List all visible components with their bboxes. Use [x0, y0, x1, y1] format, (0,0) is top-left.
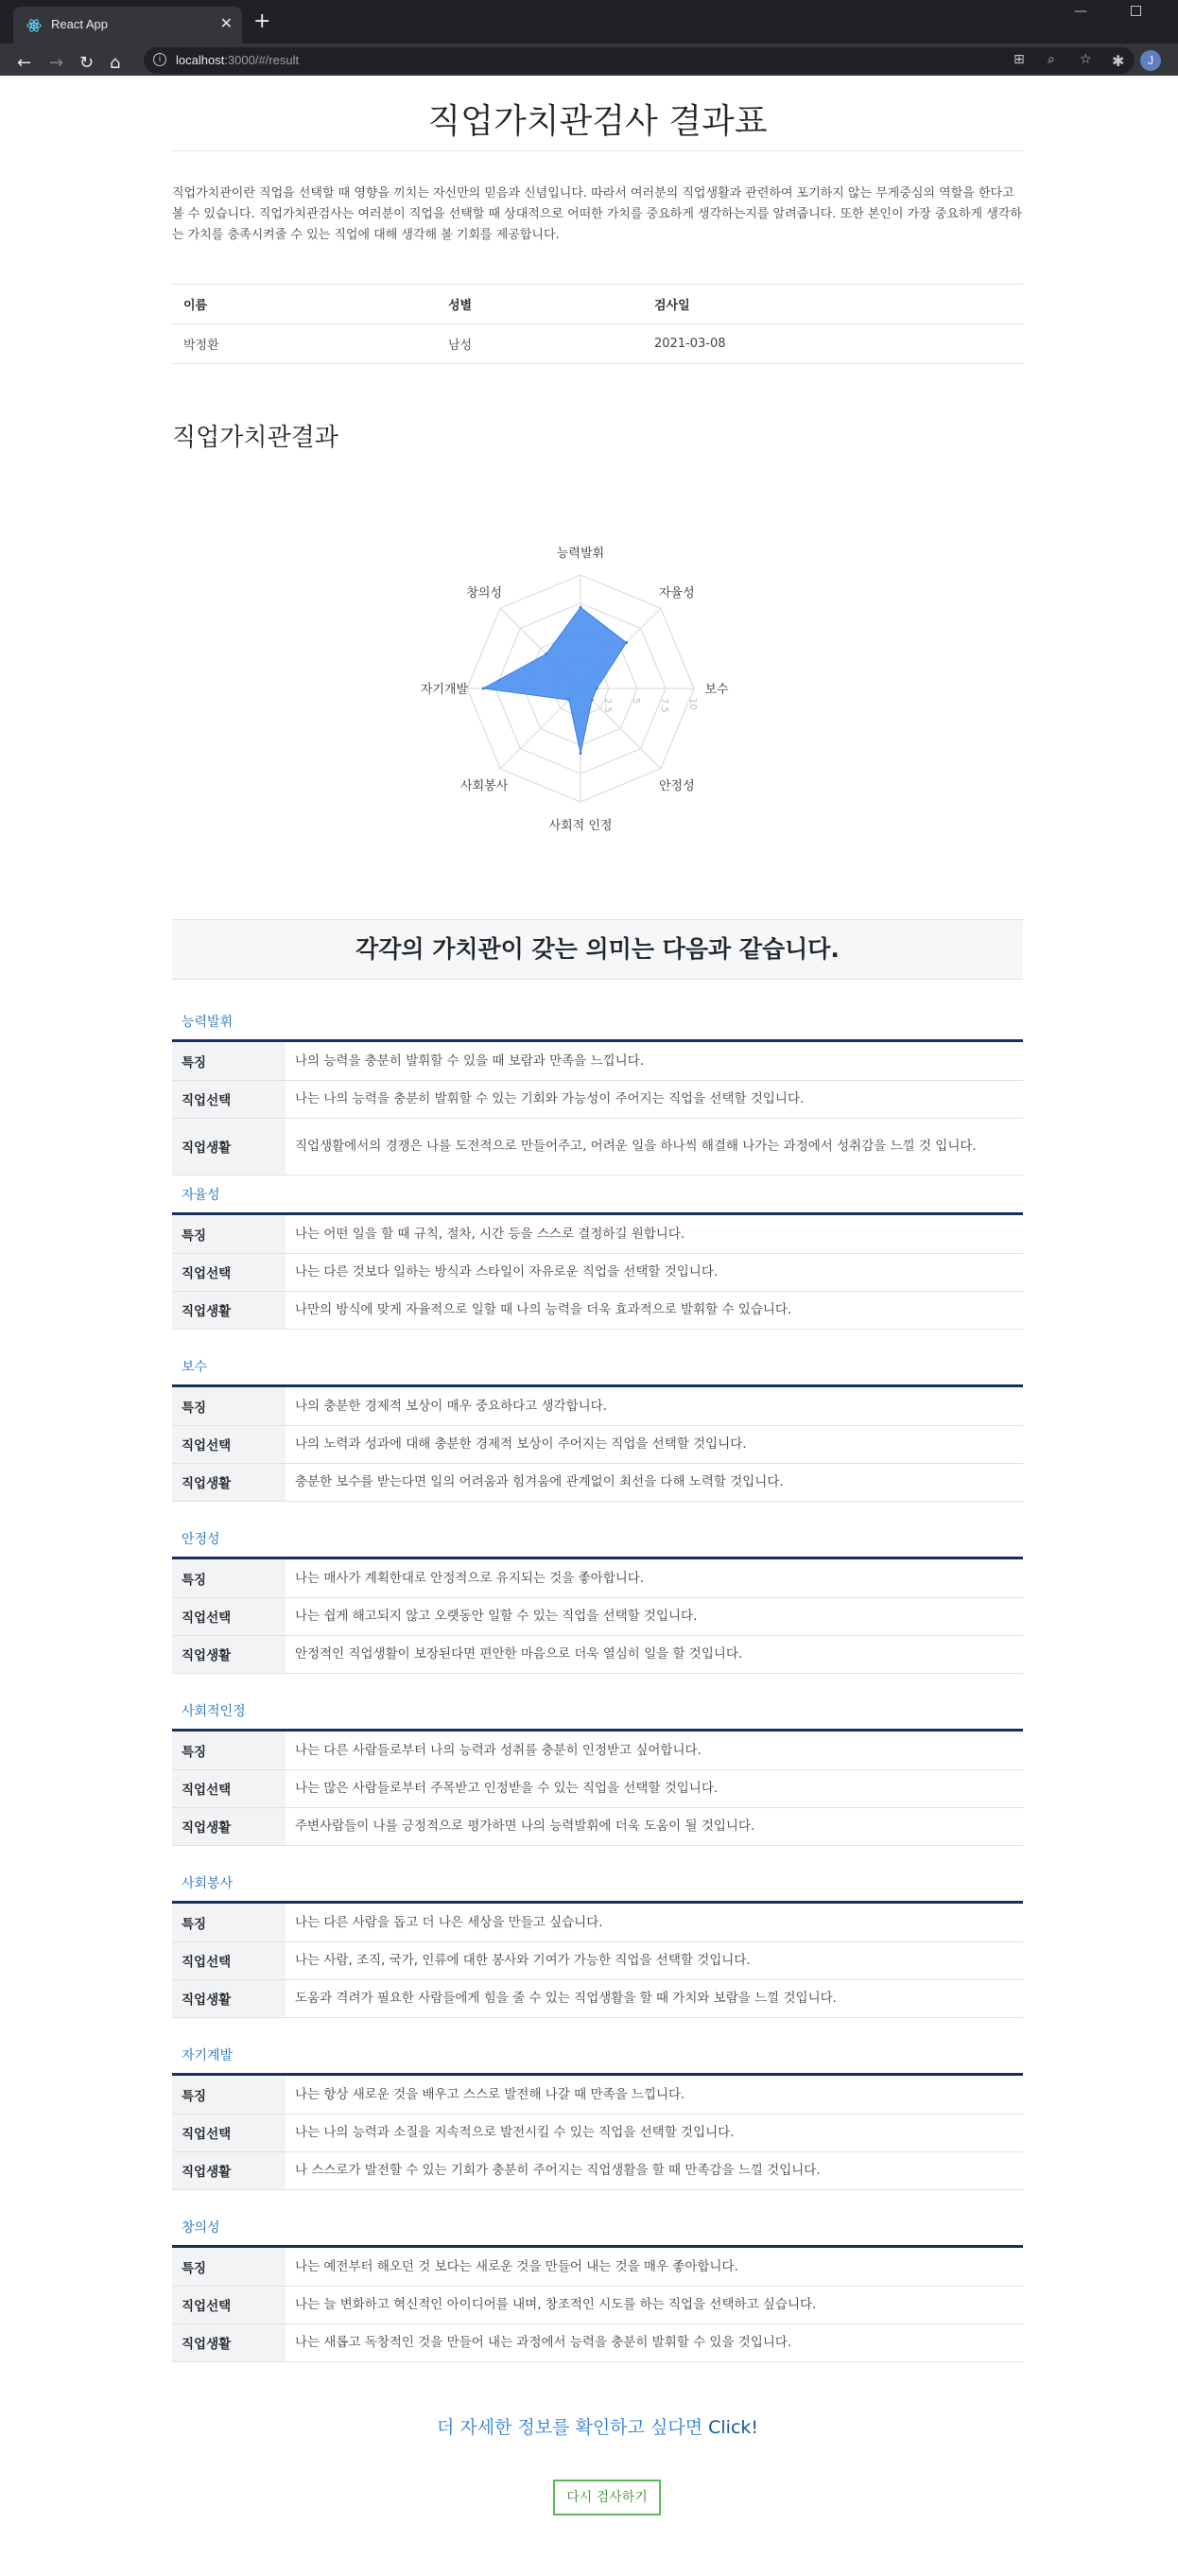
value-row	[172, 1463, 1023, 1501]
value-row-text: 나는 다른 것보다 일하는 방식과 스타일이 자유로운 직업을 선택할 것입니다.	[286, 1253, 1023, 1291]
value-row-label: 특징	[172, 1387, 286, 1425]
value-row-text: 나는 사람, 조직, 국가, 인류에 대한 봉사와 기여가 가능한 직업을 선택할 것입니다.	[286, 1941, 1023, 1979]
value-row-text: 나는 항상 새로운 것을 배우고 스스로 발전해 나갈 때 만족을 느낍니다.	[286, 2076, 1023, 2114]
radar-axis-label: 자율성	[658, 586, 695, 601]
value-row	[172, 1387, 1023, 1425]
url-host: localhost	[176, 53, 225, 67]
radar-axis-label: 사회적 인정	[548, 819, 613, 833]
value-table	[172, 1904, 1023, 2018]
value-row	[172, 2151, 1023, 2189]
retry-test-button[interactable]: 다시 검사하기	[553, 2480, 661, 2515]
extensions-icon[interactable]: ✱	[1112, 52, 1125, 70]
info-header-gender: 성별	[437, 285, 643, 324]
value-row	[172, 1635, 1023, 1673]
radar-point	[482, 688, 485, 690]
title-divider	[172, 150, 1023, 151]
value-name: 사회봉사	[172, 1864, 1023, 1904]
value-block	[172, 1520, 1023, 1674]
bookmark-star-icon[interactable]: ☆	[1080, 52, 1092, 67]
value-row-text: 나는 새롭고 독창적인 것을 만들어 내는 과정에서 능력을 충분히 발휘할 수 있을 것입니다.	[286, 2324, 1023, 2361]
value-row-text: 나는 많은 사람들로부터 주목받고 인정받을 수 있는 직업을 선택할 것입니다.	[286, 1769, 1023, 1807]
radar-point	[591, 699, 594, 702]
window-maximize-icon[interactable]	[1131, 6, 1141, 16]
value-row-text: 나의 노력과 성과에 대해 충분한 경제적 보상이 주어지는 직업을 선택할 것입니다.	[286, 1425, 1023, 1463]
radar-point	[625, 641, 628, 644]
browser-tab-bar	[0, 0, 1178, 44]
value-row-label: 직업생활	[172, 2151, 286, 2189]
value-table	[172, 1559, 1023, 1674]
value-row-label: 직업선택	[172, 1769, 286, 1807]
value-table	[172, 2076, 1023, 2190]
value-row	[172, 1080, 1023, 1118]
result-section-title: 직업가치관결과	[172, 424, 338, 452]
value-row	[172, 1291, 1023, 1329]
value-row-text: 나는 나의 능력을 충분히 발휘할 수 있는 기회와 가능성이 주어지는 직업을 선택할 것입니다.	[286, 1080, 1023, 1118]
user-info-table	[172, 284, 1023, 364]
value-row	[172, 1941, 1023, 1979]
reload-icon[interactable]: ↻	[79, 53, 95, 73]
value-row-label: 직업생활	[172, 1118, 286, 1175]
value-block	[172, 1175, 1023, 1330]
page-title: 직업가치관검사 결과표	[427, 102, 768, 141]
value-row-label: 직업선택	[172, 2286, 286, 2324]
value-row-text: 나는 다른 사람을 돕고 더 나은 세상을 만들고 싶습니다.	[286, 1904, 1023, 1941]
value-row-text: 안정적인 직업생활이 보장된다면 편안한 마음으로 더욱 열심히 일을 할 것입니다.	[286, 1635, 1023, 1673]
info-header-row	[172, 285, 1023, 324]
value-table	[172, 2248, 1023, 2362]
more-info-text: 더 자세한 정보를 확인하고 싶다면	[436, 2417, 703, 2438]
home-icon[interactable]: ⌂	[110, 53, 121, 73]
value-row	[172, 2324, 1023, 2361]
url-path: :3000/#/result	[224, 53, 300, 67]
value-row-text: 나의 능력을 충분히 발휘할 수 있을 때 보람과 만족을 느낍니다.	[286, 1042, 1023, 1080]
value-row-text: 나만의 방식에 맞게 자율적으로 일할 때 나의 능력을 더욱 효과적으로 발휘할 수 있습니다.	[286, 1291, 1023, 1329]
radar-axis-label: 사회봉사	[460, 778, 509, 793]
value-row	[172, 1769, 1023, 1807]
value-row	[172, 1215, 1023, 1253]
value-block	[172, 2208, 1023, 2362]
value-block	[172, 1692, 1023, 1846]
value-row-label: 직업선택	[172, 1597, 286, 1635]
value-row-label: 직업생활	[172, 1463, 286, 1501]
value-row-label: 직업생활	[172, 1979, 286, 2017]
radar-point	[545, 653, 547, 655]
value-row-text: 나는 예전부터 해오던 것 보다는 새로운 것을 만들어 내는 것을 매우 좋아합니다.	[286, 2248, 1023, 2286]
value-row-text: 직업생활에서의 경쟁은 나를 도전적으로 만들어주고, 어려운 일을 하나씩 해결해 나가는 과정에서 성취감을 느낄 것 입니다.	[286, 1118, 1023, 1175]
value-row-label: 특징	[172, 1732, 286, 1769]
value-block	[172, 1348, 1023, 1502]
value-row-label: 특징	[172, 2076, 286, 2114]
value-row	[172, 1732, 1023, 1769]
radar-axis-label: 안정성	[658, 778, 695, 793]
zoom-icon[interactable]: ⌕	[1048, 52, 1055, 67]
value-row-text: 충분한 보수를 받는다면 일의 어려움과 힘겨움에 관계없이 최선을 다해 노력할 것입니다.	[286, 1463, 1023, 1501]
value-name: 사회적인정	[172, 1692, 1023, 1732]
value-row-label: 특징	[172, 2248, 286, 2286]
info-value-row	[172, 324, 1023, 364]
value-block	[172, 1864, 1023, 2018]
value-row	[172, 1597, 1023, 1635]
radar-point	[567, 699, 570, 702]
profile-avatar[interactable]: J	[1140, 50, 1161, 71]
site-info-icon[interactable]: i	[153, 53, 166, 66]
value-row	[172, 1807, 1023, 1845]
info-gender: 남성	[437, 324, 643, 364]
value-row-label: 직업선택	[172, 1425, 286, 1463]
address-bar[interactable]	[144, 47, 1135, 74]
value-row-text: 나는 다른 사람들로부터 나의 능력과 성취를 충분히 인정받고 싶어합니다.	[286, 1732, 1023, 1769]
value-block	[172, 2036, 1023, 2190]
radar-axis-label: 창의성	[466, 586, 503, 601]
value-row	[172, 2248, 1023, 2286]
value-row-text: 주변사람들이 나를 긍정적으로 평가하면 나의 능력발휘에 더욱 도움이 될 것입니다.	[286, 1807, 1023, 1845]
value-row-label: 특징	[172, 1215, 286, 1253]
address-url[interactable]	[176, 53, 299, 67]
radar-data-area	[483, 607, 626, 753]
value-row	[172, 1042, 1023, 1080]
forward-icon[interactable]: →	[49, 53, 64, 73]
value-row-label: 직업선택	[172, 1080, 286, 1118]
value-row-text: 나는 나의 능력과 소질을 지속적으로 발전시킬 수 있는 직업을 선택할 것입니다.	[286, 2114, 1023, 2151]
info-name: 박정환	[172, 324, 437, 364]
info-header-date: 검사일	[643, 285, 1023, 324]
more-info-link[interactable]	[172, 2413, 1023, 2439]
radar-tick-label: 5	[631, 698, 641, 705]
value-row-text: 나는 쉽게 해고되지 않고 오랫동안 일할 수 있는 직업을 선택할 것입니다.	[286, 1597, 1023, 1635]
radar-point	[596, 688, 598, 690]
value-name: 자기계발	[172, 2036, 1023, 2076]
value-row-text: 나는 매사가 계획한대로 안정적으로 유지되는 것을 좋아합니다.	[286, 1559, 1023, 1597]
tab-close-icon[interactable]: ✕	[219, 14, 233, 32]
back-icon[interactable]: ←	[17, 53, 32, 73]
value-row	[172, 1559, 1023, 1597]
value-row	[172, 1904, 1023, 1941]
value-row	[172, 1118, 1023, 1175]
info-header-name: 이름	[172, 285, 437, 324]
click-link[interactable]: Click!	[708, 2417, 759, 2438]
value-row-label: 직업생활	[172, 1635, 286, 1673]
radar-axis-label: 능력발휘	[556, 547, 605, 561]
value-table	[172, 1215, 1023, 1330]
value-row-label: 특징	[172, 1559, 286, 1597]
value-row	[172, 2076, 1023, 2114]
radar-chart	[391, 499, 770, 878]
value-row	[172, 1979, 1023, 2017]
value-row	[172, 2114, 1023, 2151]
value-row	[172, 2286, 1023, 2324]
value-row-label: 특징	[172, 1042, 286, 1080]
value-row	[172, 1425, 1023, 1463]
value-row-label: 직업선택	[172, 1941, 286, 1979]
react-logo-icon	[26, 18, 42, 33]
value-row-label: 직업생활	[172, 1807, 286, 1845]
intro-paragraph: 직업가치관이란 직업을 선택할 때 영향을 끼치는 자신만의 믿음과 신념입니다. 따라서 여러분의 직업생활과 관련하여 포기하지 않는 무게중심의 역할을 한다고 볼 수 있습니다. 직업가치관검사는 여러분이 직업을 선택할 때 상대적으로 어떠한 가치를 중요하게 생각하는지를 알려줍니다. 또한 본인이 가장 중요하게 생각하는 가치를 충족시켜줄 수 있는 직업에 대해 생각해 볼 기회를 제공합니다.	[172, 186, 1022, 242]
value-row-label: 직업선택	[172, 1253, 286, 1291]
value-row-text: 나 스스로가 발전할 수 있는 기회가 충분히 주어지는 직업생활을 할 때 만족감을 느낄 것입니다.	[286, 2151, 1023, 2189]
value-name: 창의성	[172, 2208, 1023, 2248]
radar-axis-label: 자기개발	[420, 683, 469, 697]
translate-icon[interactable]: ⊞	[1013, 52, 1025, 67]
value-row-text: 나는 늘 변화하고 혁신적인 아이디어를 내며, 창조적인 시도를 하는 직업을 선택하고 싶습니다.	[286, 2286, 1023, 2324]
value-name: 자율성	[172, 1175, 1023, 1215]
tab-title: React App	[51, 17, 108, 31]
value-name: 능력발휘	[172, 1002, 1023, 1042]
value-row	[172, 1253, 1023, 1291]
browser-tab[interactable]	[13, 7, 242, 44]
value-row-text: 도움과 격려가 필요한 사람들에게 힘을 줄 수 있는 직업생활을 할 때 가치와 보람을 느낄 것입니다.	[286, 1979, 1023, 2017]
radar-point	[580, 606, 582, 609]
radar-point	[580, 752, 582, 755]
info-date: 2021-03-08	[643, 324, 1023, 364]
radar-tick-label: 7.5	[659, 698, 669, 713]
value-row-label: 직업선택	[172, 2114, 286, 2151]
value-name: 보수	[172, 1348, 1023, 1387]
value-row-label: 직업생활	[172, 1291, 286, 1329]
value-row-text: 나는 어떤 일을 할 때 규칙, 절차, 시간 등을 스스로 결정하길 원합니다.	[286, 1215, 1023, 1253]
radar-tick-label: 2.5	[602, 698, 613, 713]
value-row-text: 나의 충분한 경제적 보상이 매우 중요하다고 생각합니다.	[286, 1387, 1023, 1425]
value-block	[172, 1002, 1023, 1175]
value-row-label: 특징	[172, 1904, 286, 1941]
radar-tick-label: 10	[687, 698, 698, 710]
value-row-label: 직업생활	[172, 2324, 286, 2361]
value-table	[172, 1042, 1023, 1175]
new-tab-button[interactable]: +	[253, 9, 271, 33]
radar-axis-label: 보수	[704, 683, 729, 697]
meaning-heading: 각각의 가치관이 갖는 의미는 다음과 같습니다.	[172, 919, 1023, 980]
value-table	[172, 1732, 1023, 1846]
value-table	[172, 1387, 1023, 1502]
value-name: 안정성	[172, 1520, 1023, 1559]
window-minimize-icon[interactable]: —	[1074, 4, 1087, 19]
page-content	[0, 76, 1178, 2576]
